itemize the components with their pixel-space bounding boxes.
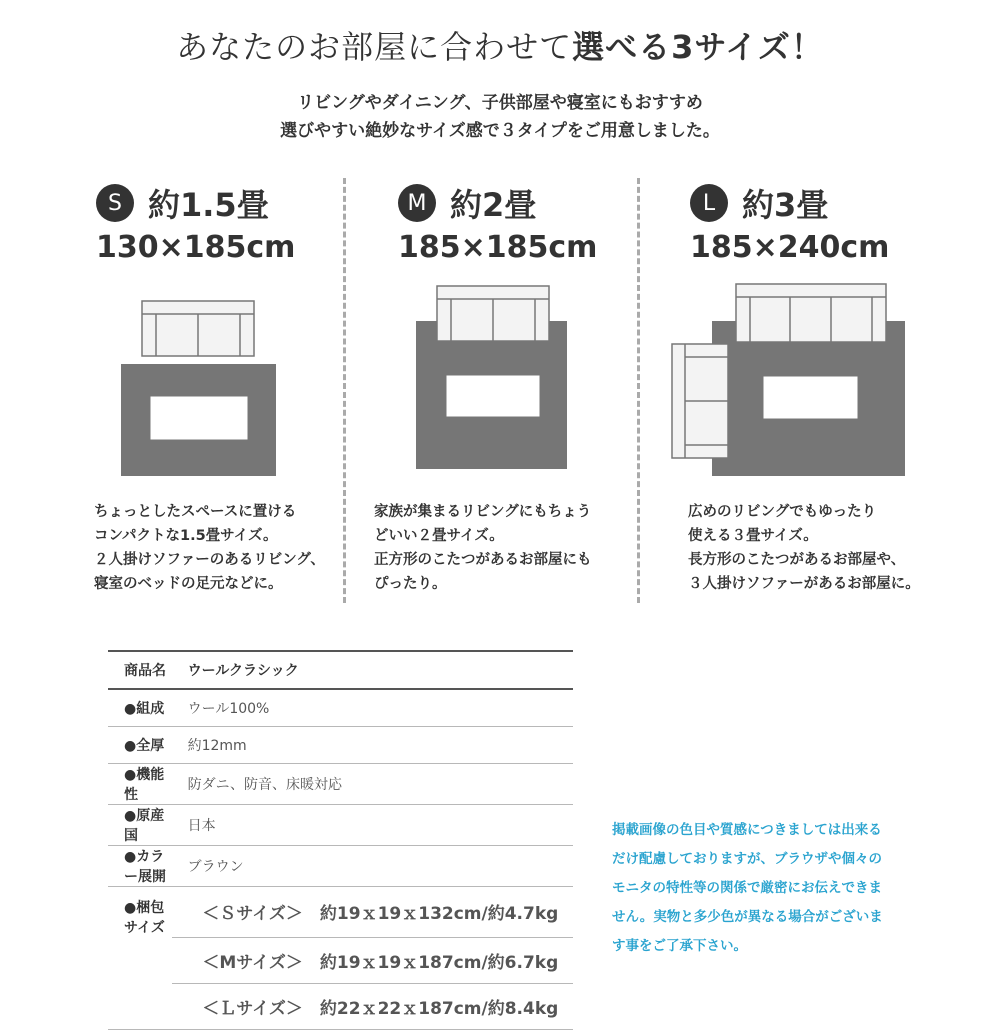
spec-label: ●組成 xyxy=(108,689,172,727)
spec-row-thickness xyxy=(108,727,573,764)
size-l-dimensions: 185×240cm xyxy=(690,230,890,265)
spec-label: ●カラー展開 xyxy=(108,846,172,887)
description-line: ぴったり。 xyxy=(374,576,447,592)
spec-row-product-name xyxy=(108,651,573,689)
size-m-description xyxy=(374,500,636,596)
notice-line: す事をご了承下さい。 xyxy=(612,938,747,954)
description-line: ２人掛けソファーのあるリビング、 xyxy=(94,552,325,568)
size-m-illustration xyxy=(416,286,567,469)
spec-value: 約12mm xyxy=(172,727,573,764)
spec-row-packaging xyxy=(108,887,573,938)
description-line: 広めのリビングでもゆったり xyxy=(688,504,877,520)
spec-label: ●原産国 xyxy=(108,805,172,846)
size-s-badge: S xyxy=(96,184,134,222)
sofa-three-seater xyxy=(736,284,886,342)
spec-label: ●機能性 xyxy=(108,764,172,805)
size-m-tatami: 約2畳 xyxy=(450,186,537,224)
size-l-tatami: 約3畳 xyxy=(742,186,829,224)
size-m-badge: M xyxy=(398,184,436,222)
notice-line: 掲載画像の色目や質感につきましては出来る xyxy=(612,822,882,838)
sofa-two-seater xyxy=(437,286,549,341)
spec-row-function xyxy=(108,764,573,805)
description-line: コンパクトな1.5畳サイズ。 xyxy=(94,528,278,544)
spec-row-packaging xyxy=(108,983,573,1030)
description-line: どいい２畳サイズ。 xyxy=(374,528,504,544)
description-line: 家族が集まるリビングにもちょう xyxy=(374,504,592,520)
spec-row-color xyxy=(108,846,573,887)
sofa-side-chair xyxy=(672,344,728,458)
size-l-badge: L xyxy=(690,184,728,222)
spec-label: 商品名 xyxy=(108,651,172,689)
subheading-line-2: 選びやすい絶妙なサイズ感で３タイプをご用意しました。 xyxy=(280,121,720,141)
table-m xyxy=(446,375,540,417)
table-l xyxy=(763,376,858,419)
size-s-description xyxy=(94,500,344,596)
size-l-description xyxy=(688,500,938,596)
spec-row-material xyxy=(108,689,573,727)
spec-row-origin xyxy=(108,805,573,846)
color-notice xyxy=(612,816,912,961)
spec-value: 防ダニ、防音、床暖対応 xyxy=(172,764,573,805)
notice-line: だけ配慮しておりますが、ブラウザや個々の xyxy=(612,851,882,867)
description-line: 長方形のこたつがあるお部屋や、 xyxy=(688,552,906,568)
spec-value: ＜Ｌサイズ＞ 約22ｘ22ｘ187cm/約8.4kg xyxy=(172,983,573,1030)
size-s-dimensions: 130×185cm xyxy=(96,230,296,265)
description-line: 寝室のベッドの足元などに。 xyxy=(94,576,283,592)
spec-value: ウール100% xyxy=(172,689,573,727)
table-s xyxy=(150,396,248,440)
description-line: ちょっとしたスペースに置ける xyxy=(94,504,297,520)
notice-line: モニタの特性等の関係で厳密にお伝えできま xyxy=(612,880,882,896)
headline-bold: 選べる3サイズ！ xyxy=(572,28,824,66)
spec-label-empty xyxy=(108,937,172,983)
spec-value: ＜Mサイズ＞ 約19ｘ19ｘ187cm/約6.7kg xyxy=(172,937,573,983)
size-l-illustration xyxy=(672,284,905,476)
description-line: 使える３畳サイズ。 xyxy=(688,528,818,544)
size-s-illustration xyxy=(121,301,276,476)
subheading-line-1: リビングやダイニング、子供部屋や寝室にもおすすめ xyxy=(297,93,703,113)
description-line: ３人掛けソファーがあるお部屋に。 xyxy=(688,576,920,592)
size-m-dimensions: 185×185cm xyxy=(398,230,598,265)
spec-value: ＜Ｓサイズ＞ 約19ｘ19ｘ132cm/約4.7kg xyxy=(172,887,573,938)
spec-row-packaging xyxy=(108,937,573,983)
headline-prefix: あなたのお部屋に合わせて xyxy=(176,28,573,66)
spec-value: ウールクラシック xyxy=(172,651,573,689)
size-s-tatami: 約1.5畳 xyxy=(148,186,269,224)
spec-value: 日本 xyxy=(172,805,573,846)
notice-line: せん。実物と多少色が異なる場合がございま xyxy=(612,909,883,925)
sofa-two-seater xyxy=(142,301,254,356)
spec-label: ●梱包サイズ xyxy=(124,900,165,936)
spec-label-empty xyxy=(108,983,172,1030)
spec-value: ブラウン xyxy=(172,846,573,887)
spec-table xyxy=(108,650,573,1030)
spec-label: ●全厚 xyxy=(108,727,172,764)
description-line: 正方形のこたつがあるお部屋にも xyxy=(374,552,592,568)
